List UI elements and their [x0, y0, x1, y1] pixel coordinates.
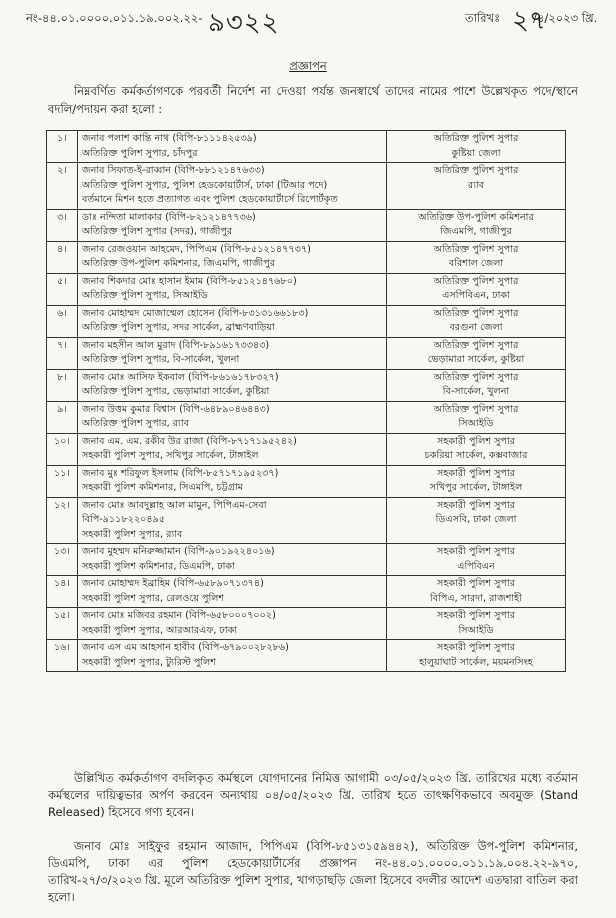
officer-details [78, 337, 387, 369]
table-row [47, 640, 566, 672]
officer-line: সহকারী পুলিশ সুপার, সখিপুর সার্কেল, টাঙ্গাইল [82, 450, 259, 461]
posting-line: বিপিএ, সারদা, রাজশাহী [430, 592, 522, 604]
new-posting [387, 465, 566, 497]
posting-line: অতিরিক্ত পুলিশ সুপার [433, 339, 519, 351]
serial-number: ৫। [47, 273, 78, 305]
officer-details [78, 640, 387, 672]
table-row [47, 576, 566, 608]
officer-details [78, 369, 387, 401]
posting-line: সহকারী পুলিশ সুপার [437, 642, 515, 653]
intro-paragraph [48, 82, 578, 118]
officer-line: জনাব মোহাম্মদ মোজাম্মেল হোসেন (বিপি-৮৩১৩১৬৬১৮৩) [82, 307, 309, 319]
officer-line: অতিরিক্ত পুলিশ সুপার, সদর সার্কেল, ব্রাহ্মণবাড়িয়া [82, 322, 275, 333]
date-label: তারিখঃ [465, 11, 501, 25]
posting-line: অতিরিক্ত পুলিশ সুপার [433, 243, 519, 255]
posting-line: অতিরিক্ত পুলিশ সুপার [433, 275, 519, 287]
table-row [47, 544, 566, 576]
posting-line: অতিরিক্ত পুলিশ সুপার [433, 165, 519, 176]
serial-number: ১৫। [47, 608, 78, 640]
serial-number: ২। [47, 163, 78, 210]
table-row [47, 209, 566, 241]
serial-number: ৮। [47, 369, 78, 401]
serial-number: ৯। [47, 401, 78, 433]
officer-details [78, 209, 387, 241]
new-posting [387, 369, 566, 401]
officer-details [78, 163, 387, 210]
table-row [47, 608, 566, 640]
officer-line: জনাব শিকদার মোঃ হাসান ইমাম (বিপি-৮৫১২১৪৭৬৮০) [82, 275, 297, 287]
new-posting [387, 241, 566, 273]
officer-line: সহকারী পুলিশ কমিশনার, সিএমপি, চট্টগ্রাম [82, 482, 244, 493]
officer-line: জনাব উত্তম কুমার বিশ্বাস (বিপি-৬৪৮৯০৪৬৪৪৩) [82, 403, 270, 415]
officer-line: অতিরিক্ত পুলিশ সুপার, পুলিশ হেডকোয়ার্টার্স, ঢাকা (টিআর পদে) [82, 179, 328, 191]
officer-line: জনাব মোহাম্মদ ইব্রাহিম (বিপি-৬৫৮৯০৭১৩৭৪) [82, 578, 264, 589]
posting-line: সখিপুর সার্কেল, টাঙ্গাইল [429, 482, 523, 493]
officer-line: অতিরিক্ত পুলিশ সুপার, সিআইডি [82, 290, 208, 301]
officer-line: সহকারী পুলিশ সুপার, আরআরএফ, ঢাকা [82, 624, 238, 636]
table-row [47, 163, 566, 210]
table-row [47, 497, 566, 544]
release-text: উল্লিখিত কর্মকর্তাগণ বদলিকৃত কর্মস্থলে যোগদানের নিমিত্ত আগামী ০৩/০৫/২০২৩ খ্রি. তারিখের মধ্যে বর্তমান কর্মস্থলের দায়িত্বভার অর্পণ করবেন অন্যথায় ০৪/০৫/২০২৩ খ্রি. তারিখ হতে তাৎক্ষণিকভাবে অবমুক্ত (Stand Released) হিসেবে গণ্য হবেন। [48, 771, 578, 819]
posting-line: কুষ্টিয়া জেলা [451, 147, 501, 159]
new-posting [387, 163, 566, 210]
officer-line: জনাব পলাশ কান্তি নাথ (বিপি-৮১১১৪২৫৩৯) [82, 133, 257, 144]
serial-number: ৭। [47, 337, 78, 369]
posting-line: বরগুনা জেলা [449, 322, 503, 333]
serial-number: ৪। [47, 241, 78, 273]
officer-line: সহকারী পুলিশ সুপার, ট্যুরিস্ট পুলিশ [82, 656, 216, 668]
officer-details [78, 465, 387, 497]
new-posting [387, 433, 566, 465]
posting-line: র‌্যাব [467, 179, 485, 191]
officer-line: সহকারী পুলিশ কমিশনার, ডিএমপি, ঢাকা [82, 560, 235, 572]
serial-number: ১০। [47, 433, 78, 465]
memo-number: নং-৪৪.০১.০০০০.০১১.১৯.০০২.২২- [26, 11, 203, 25]
officer-details [78, 273, 387, 305]
posting-line: এসপিবিএন, ঢাকা [442, 290, 510, 301]
posting-line: সহকারী পুলিশ সুপার [437, 610, 515, 621]
posting-line: ভেড়ামারা সার্কেল, কুষ্টিয়া [427, 354, 525, 365]
date-handwritten: ২৭ [512, 6, 546, 36]
new-posting [387, 209, 566, 241]
posting-line: অতিরিক্ত পুলিশ সুপার [433, 133, 519, 144]
posting-line: অতিরিক্ত পুলিশ সুপার [433, 403, 519, 415]
officer-line: জনাব মোঃ আসিফ ইকবাল (বিপি-৮৬১৬১৭৮৩২৭) [82, 371, 279, 383]
table-row [47, 241, 566, 273]
posting-line: জিএমপি, গাজীপুর [440, 226, 512, 237]
memo-number-handwritten: ৯৩২২ [208, 8, 280, 38]
intro-text: নিম্নবর্ণিত কর্মকর্তাগণকে পরবর্তী নির্দেশ না দেওয়া পর্যন্ত জনস্বার্থে তাদের নামের পাশে উল্লেখকৃত পদে/স্থানে বদলি/পদায়ন করা হলো : [48, 84, 578, 116]
officer-line: সহকারী পুলিশ সুপার, রেলওয়ে পুলিশ [82, 592, 225, 604]
officer-line: অতিরিক্ত উপ-পুলিশ কমিশনার, জিএমপি, গাজীপুর [82, 258, 276, 269]
posting-line: সিআইডি [458, 418, 494, 429]
officer-line: জনাব মোঃ আবদুল্লাহ আল মামুন, পিপিএম-সেবা [82, 499, 267, 511]
release-paragraph [48, 770, 578, 821]
officer-line: অতিরিক্ত পুলিশ সুপার, বি-সার্কেল, খুলনা [82, 354, 240, 365]
table-row [47, 337, 566, 369]
officer-line: বিপি-৯১১৮২২০৪৯৫ [82, 514, 166, 525]
posting-line: বি-সার্কেল, খুলনা [442, 386, 510, 397]
serial-number: ৬। [47, 305, 78, 337]
new-posting [387, 608, 566, 640]
cancellation-text: জনাব মোঃ সাইফুর রহমান আজাদ, পিপিএম (বিপি-৮৫১৩১৫৯৪৪২), অতিরিক্ত উপ-পুলিশ কমিশনার, ডিএমপি, ঢাকা এর পুলিশ হেডকোয়ার্টার্সের প্রজ্ঞাপন নং-৪৪.০১.০০০০.০১১.১৯.০০৪.২২-৯৭০, তারিখ-২৭/৩/২০২৩ খ্রি. মূলে অতিরিক্ত পুলিশ সুপার, খাগড়াছড়ি জেলা হিসেবে বদলীর আদেশ এতদ্বারা বাতিল করা হলো। [48, 839, 578, 904]
officer-line: জনাব মোঃ মজিবর রহমান (বিপি-৬৫৮০০০৭০০২) [82, 610, 276, 621]
officer-details [78, 608, 387, 640]
officer-details [78, 433, 387, 465]
officer-line: ডাঃ নন্দিতা মালাকার (বিপি-৮২১২১৪৭৭৩৬) [82, 211, 256, 223]
new-posting [387, 131, 566, 163]
new-posting [387, 305, 566, 337]
serial-number: ১৪। [47, 576, 78, 608]
officer-details [78, 497, 387, 544]
posting-line: হালুয়াঘাট সার্কেল, ময়মনসিংহ [419, 656, 533, 668]
officer-details [78, 131, 387, 163]
officer-line: সহকারী পুলিশ সুপার, র‌্যাব [82, 528, 183, 540]
posting-line: সহকারী পুলিশ সুপার [437, 546, 515, 557]
officer-line: জনাব এস এম আহসান হাবীব (বিপি-৬৭৯০০২৮২৮৬) [82, 642, 289, 653]
table-row [47, 369, 566, 401]
serial-number: ৩। [47, 209, 78, 241]
new-posting [387, 497, 566, 544]
cancellation-paragraph [48, 838, 578, 906]
serial-number: ১৬। [47, 640, 78, 672]
table-row [47, 401, 566, 433]
new-posting [387, 273, 566, 305]
table-row [47, 433, 566, 465]
serial-number: ১১। [47, 465, 78, 497]
officer-line: জনাব মুহম্মদ মনিরুজ্জামান (বিপি-৯০১৯২২৪০১৬) [82, 546, 275, 557]
new-posting [387, 544, 566, 576]
posting-line: সহকারী পুলিশ সুপার [437, 499, 515, 511]
table-row [47, 465, 566, 497]
table-row [47, 305, 566, 337]
posting-line: ডিএসবি, ঢাকা জেলা [435, 514, 517, 525]
posting-line: অতিরিক্ত পুলিশ সুপার [433, 307, 519, 319]
page-title: প্রজ্ঞাপন [289, 59, 327, 73]
new-posting [387, 401, 566, 433]
date-rest: /৪/২০২৩ খ্রি. [533, 11, 598, 25]
posting-line: সহকারী পুলিশ সুপার [437, 578, 515, 589]
officer-line: অতিরিক্ত পুলিশ সুপার, ভেড়ামারা সার্কেল, কুষ্টিয়া [82, 386, 270, 397]
posting-line: অতিরিক্ত পুলিশ সুপার [433, 371, 519, 383]
table-row [47, 131, 566, 163]
officer-line: জনাব মুঃ শরিফুল ইসলাম (বিপি-৮৫৭১৭১৯৫২৩৭) [82, 467, 279, 479]
officer-details [78, 305, 387, 337]
new-posting [387, 576, 566, 608]
officer-line: জনাব সিফাত-ই-রাব্বান (বিপি-৮৮১২১৪৭৬৩৩) [82, 165, 265, 176]
serial-number: ১৩। [47, 544, 78, 576]
officer-line: জনাব মহসীন আল মুরাদ (বিপি-৮৯১৬১৭৩৩৪৩) [82, 339, 270, 351]
officer-line: জনাব এম. এম. রকীব উর রাজা (বিপি-৮৭১৭১৯৫২৪২) [82, 435, 297, 447]
officer-line: জনাব রেজওয়ান আহমেদ, পিপিএম (বিপি-৮৫১২১৪৭৭৩৭) [82, 243, 311, 255]
postings-table [46, 130, 566, 672]
posting-line: চকরিয়া সার্কেল, কক্সবাজার [424, 450, 528, 461]
officer-line: অতিরিক্ত পুলিশ সুপার, র‌্যাব [82, 418, 189, 429]
officer-details [78, 576, 387, 608]
posting-line: সহকারী পুলিশ সুপার [437, 467, 515, 479]
table-row [47, 273, 566, 305]
officer-line: অতিরিক্ত পুলিশ সুপার, চাঁদপুর [82, 147, 198, 159]
posting-line: সহকারী পুলিশ সুপার [437, 435, 515, 447]
new-posting [387, 640, 566, 672]
officer-details [78, 544, 387, 576]
officer-details [78, 401, 387, 433]
new-posting [387, 337, 566, 369]
posting-line: এপিবিএন [457, 560, 495, 572]
officer-line: অতিরিক্ত পুলিশ সুপার (সদর), গাজীপুর [82, 226, 233, 237]
posting-line: সিআইডি [458, 624, 494, 636]
officer-line: বর্তমানে মিশন হতে প্রত্যাগত এবং পুলিশ হেডকোয়ার্টার্সে রিপোর্টকৃত [82, 194, 338, 205]
serial-number: ১২। [47, 497, 78, 544]
posting-line: বরিশাল জেলা [448, 258, 504, 269]
officer-details [78, 241, 387, 273]
posting-line: অতিরিক্ত উপ-পুলিশ কমিশনার [418, 211, 534, 223]
serial-number: ১। [47, 131, 78, 163]
